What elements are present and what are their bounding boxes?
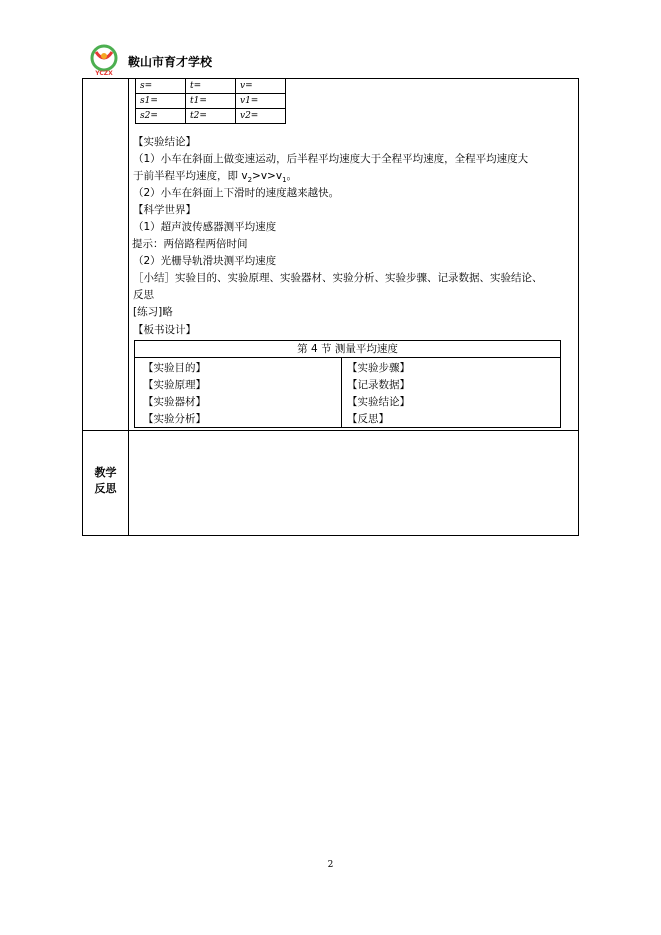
reflection-label-line1: 教学 — [94, 466, 117, 479]
paragraph: （1）超声波传感器测平均速度 — [133, 221, 277, 233]
table-cell: s1= — [136, 94, 186, 109]
board-item: 【反思】 — [347, 413, 389, 425]
table-cell: v1= — [236, 94, 286, 109]
table-cell: v= — [236, 79, 286, 94]
paragraph: （2）光栅导轨滑块测平均速度 — [133, 255, 277, 267]
paragraph: 提示：两倍路程两倍时间 — [132, 238, 248, 250]
paragraph: （1）小车在斜面上做变速运动，后半程平均速度大于全程平均速度，全程平均速度大 — [133, 153, 529, 165]
summary: 反思 — [133, 289, 154, 301]
row-divider — [83, 430, 578, 431]
table-row — [136, 109, 286, 124]
text: >v>v — [252, 170, 283, 182]
table-cell: t1= — [186, 94, 236, 109]
reflection-label — [83, 465, 128, 497]
page-number: 2 — [327, 860, 334, 870]
text: 于前半程平均速度，即 v — [133, 170, 248, 182]
board-item: 【实验原理】 — [143, 379, 206, 391]
board-item: 【实验器材】 — [143, 396, 206, 408]
table-cell: t= — [186, 79, 236, 94]
section-heading: 【科学世界】 — [133, 204, 196, 216]
board-item: 【记录数据】 — [347, 379, 410, 391]
school-name: 鞍山市育才学校 — [128, 55, 213, 69]
board-item: 【实验结论】 — [347, 396, 410, 408]
board-item: 【实验分析】 — [143, 413, 206, 425]
svg-text:YCZX: YCZX — [95, 70, 113, 76]
board-divider — [341, 358, 342, 428]
table-cell: s2= — [136, 109, 186, 124]
board-item: 【实验目的】 — [143, 362, 206, 374]
table-cell: s= — [136, 79, 186, 94]
table-cell: t2= — [186, 109, 236, 124]
board-title: 第 4 节 测量平均速度 — [135, 341, 560, 358]
table-row — [136, 79, 286, 94]
exercise: [练习]略 — [133, 306, 173, 318]
paragraph: 于前半程平均速度，即 $v_2>v>v_1$。 — [133, 170, 298, 185]
board-design-table — [134, 340, 561, 428]
measurement-table — [135, 78, 286, 124]
school-logo-icon — [88, 44, 120, 76]
column-divider — [128, 79, 129, 535]
section-heading: 【板书设计】 — [133, 324, 196, 336]
paragraph: （2）小车在斜面上下滑时的速度越来越快。 — [133, 187, 340, 199]
table-cell: v2= — [236, 109, 286, 124]
page-header — [86, 44, 566, 76]
reflection-label-line2: 反思 — [94, 482, 117, 495]
board-item: 【实验步骤】 — [347, 362, 410, 374]
table-row — [136, 94, 286, 109]
summary: ［小结］实验目的、实验原理、实验器材、实验分析、实验步骤、记录数据、实验结论、 — [133, 272, 543, 284]
text: 。 — [286, 170, 298, 182]
section-heading: 【实验结论】 — [133, 136, 196, 148]
